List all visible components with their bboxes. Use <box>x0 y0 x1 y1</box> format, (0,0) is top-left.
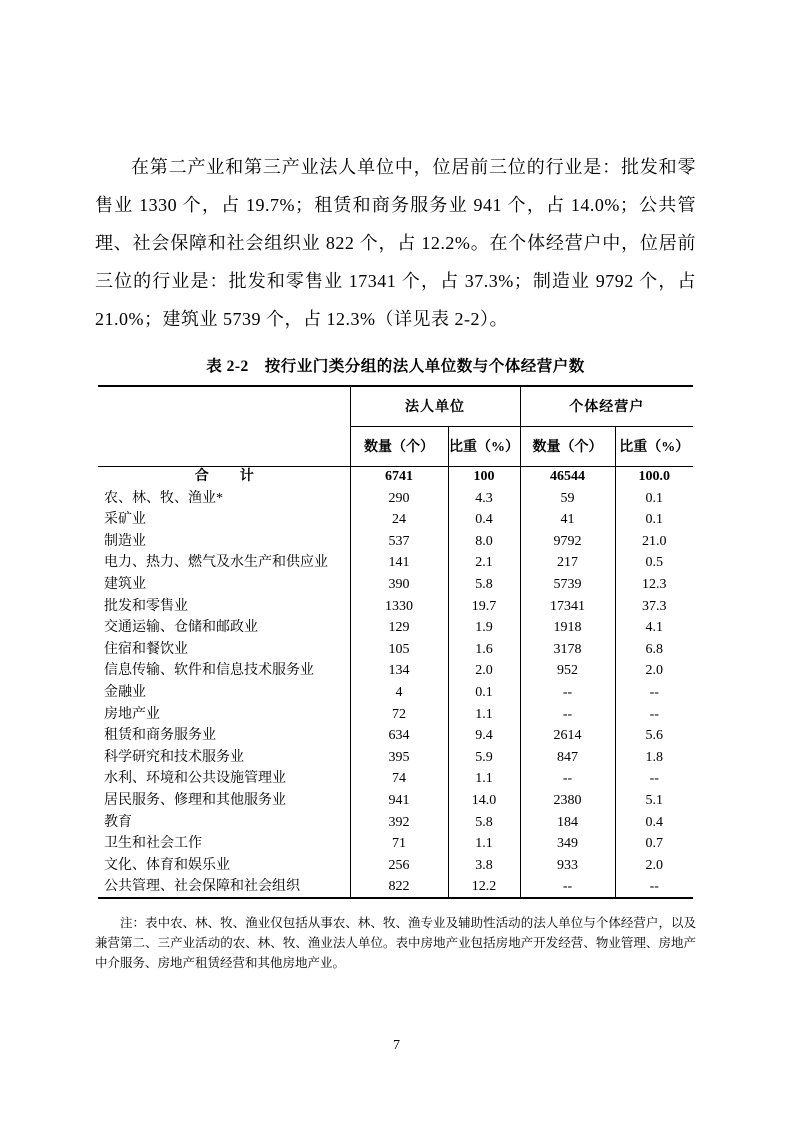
industry-name: 教育 <box>98 812 350 834</box>
cell-value: 390 <box>350 574 448 596</box>
cell-value: 3.8 <box>448 855 520 877</box>
cell-value: 0.4 <box>448 509 520 531</box>
cell-value: 134 <box>350 660 448 682</box>
table-row <box>98 876 693 898</box>
statistics-table <box>98 385 693 899</box>
industry-name: 金融业 <box>98 682 350 704</box>
table-row <box>98 725 693 747</box>
cell-value: 5739 <box>520 574 615 596</box>
cell-value: 1.6 <box>448 639 520 661</box>
table-row <box>98 768 693 790</box>
cell-value: 141 <box>350 552 448 574</box>
cell-value: 14.0 <box>448 790 520 812</box>
col-header-quantity-legal: 数量（个） <box>350 426 448 466</box>
table-row <box>98 509 693 531</box>
table-title: 表 2-2 按行业门类分组的法人单位数与个体经营户数 <box>206 358 585 375</box>
cell-value: 395 <box>350 747 448 769</box>
cell-value: 256 <box>350 855 448 877</box>
cell-value: 0.7 <box>645 836 663 852</box>
col-group-legal-units: 法人单位 <box>350 386 520 426</box>
industry-name: 电力、热力、燃气及水生产和供应业 <box>98 552 350 574</box>
table-row <box>98 466 693 488</box>
cell-value: 71 <box>350 833 448 855</box>
industry-name: 住宿和餐饮业 <box>98 639 350 661</box>
cell-value: 129 <box>350 617 448 639</box>
cell-value: 822 <box>350 876 448 898</box>
cell-value: 5.9 <box>448 747 520 769</box>
cell-value: 17341 <box>520 596 615 618</box>
cell-value: 1.1 <box>448 704 520 726</box>
table-row <box>98 574 693 596</box>
table-row <box>98 747 693 769</box>
cell-value: 100.0 <box>638 469 670 485</box>
table-row <box>98 855 693 877</box>
cell-value: 217 <box>520 552 615 574</box>
cell-value: 9792 <box>520 531 615 553</box>
cell-value: 6.8 <box>645 641 663 657</box>
cell-value: -- <box>649 685 659 701</box>
industry-name: 居民服务、修理和其他服务业 <box>98 790 350 812</box>
cell-value: 5.1 <box>645 793 663 808</box>
table-row <box>98 790 693 812</box>
cell-value: 3178 <box>520 639 615 661</box>
cell-value: 184 <box>520 812 615 834</box>
cell-value: 392 <box>350 812 448 834</box>
cell-value: 847 <box>520 747 615 769</box>
industry-name: 建筑业 <box>98 574 350 596</box>
industry-name: 农、林、牧、渔业* <box>98 488 350 510</box>
cell-value: -- <box>649 706 659 722</box>
cell-value: 6741 <box>350 466 448 488</box>
col-group-individual-businesses: 个体经营户 <box>520 386 693 426</box>
cell-value: 1918 <box>520 617 615 639</box>
industry-name: 批发和零售业 <box>98 596 350 618</box>
cell-value: 4 <box>350 682 448 704</box>
cell-value: 4.3 <box>448 488 520 510</box>
cell-value: -- <box>520 876 615 898</box>
cell-value: 5.6 <box>645 728 663 744</box>
cell-value: 941 <box>350 790 448 812</box>
cell-value: 9.4 <box>448 725 520 747</box>
cell-value: 100 <box>448 466 520 488</box>
col-header-share-individual: 比重（%） <box>615 426 693 466</box>
table-header <box>98 386 693 466</box>
cell-value: -- <box>520 704 615 726</box>
cell-value: 2380 <box>520 790 615 812</box>
cell-value: 2.0 <box>645 663 663 679</box>
cell-value: 634 <box>350 725 448 747</box>
cell-value: 0.1 <box>645 490 663 506</box>
industry-name: 租赁和商务服务业 <box>98 725 350 747</box>
cell-value: -- <box>649 878 659 894</box>
cell-value: -- <box>520 768 615 790</box>
industry-name: 制造业 <box>98 531 350 553</box>
cell-value: 2.0 <box>645 857 663 873</box>
table-row <box>98 682 693 704</box>
table-row <box>98 552 693 574</box>
cell-value: 21.0 <box>642 533 667 549</box>
industry-name: 公共管理、社会保障和社会组织 <box>98 876 350 898</box>
cell-value: 2.1 <box>448 552 520 574</box>
cell-value: -- <box>520 682 615 704</box>
group-header-row <box>98 386 693 426</box>
cell-value: 12.2 <box>448 876 520 898</box>
table-row <box>98 488 693 510</box>
industry-name: 房地产业 <box>98 704 350 726</box>
table-row <box>98 704 693 726</box>
table-row <box>98 617 693 639</box>
cell-value: -- <box>649 771 659 787</box>
cell-value: 2.0 <box>448 660 520 682</box>
cell-value: 349 <box>520 833 615 855</box>
cell-value: 37.3 <box>642 598 667 614</box>
cell-value: 74 <box>350 768 448 790</box>
cell-value: 8.0 <box>448 531 520 553</box>
cell-value: 19.7 <box>448 596 520 618</box>
industry-name: 卫生和社会工作 <box>98 833 350 855</box>
table-row <box>98 660 693 682</box>
cell-value: 1.9 <box>448 617 520 639</box>
body-paragraph: 在第二产业和第三产业法人单位中，位居前三位的行业是：批发和零售业 1330 个，占 19.7%；租赁和商务服务业 941 个，占 14.0%；公共管理、社会保障和社会组织业 822 个，占 12.2%。在个体经营户中，位居前三位的行业是：批发和零售业 17341 个，占 37.3%；制造业 9792 个，占 21.0%；建筑业 5739 个，占 12.3%（详见表 2-2）。 <box>95 157 696 329</box>
cell-value: 0.5 <box>645 555 663 571</box>
industry-name: 采矿业 <box>98 509 350 531</box>
industry-name: 文化、体育和娱乐业 <box>98 855 350 877</box>
cell-value: 59 <box>520 488 615 510</box>
cell-value: 12.3 <box>642 577 667 593</box>
table-row <box>98 639 693 661</box>
cell-value: 72 <box>350 704 448 726</box>
industry-name: 交通运输、仓储和邮政业 <box>98 617 350 639</box>
cell-value: 105 <box>350 639 448 661</box>
cell-value: 46544 <box>520 466 615 488</box>
industry-name: 水利、环境和公共设施管理业 <box>98 768 350 790</box>
table-note: 注：表中农、林、牧、渔业仅包括从事农、林、牧、渔专业及辅助性活动的法人单位与个体经营户，以及兼营第二、三产业活动的农、林、牧、渔业法人单位。表中房地产业包括房地产开发经营、物业管理、房地产中介服务、房地产租赁经营和其他房地产业。 <box>95 915 696 970</box>
cell-value: 1.1 <box>448 768 520 790</box>
cell-value: 5.8 <box>448 574 520 596</box>
cell-value: 24 <box>350 509 448 531</box>
cell-value: 5.8 <box>448 812 520 834</box>
page-number: 7 <box>393 1038 400 1053</box>
cell-value: 0.4 <box>645 814 663 830</box>
cell-value: 41 <box>520 509 615 531</box>
cell-value: 4.1 <box>645 620 663 636</box>
table-body <box>98 466 693 898</box>
cell-value: 2614 <box>520 725 615 747</box>
cell-value: 537 <box>350 531 448 553</box>
cell-value: 1330 <box>350 596 448 618</box>
cell-value: 290 <box>350 488 448 510</box>
cell-value: 0.1 <box>645 512 663 528</box>
industry-name: 信息传输、软件和信息技术服务业 <box>98 660 350 682</box>
cell-value: 1.1 <box>448 833 520 855</box>
cell-value: 933 <box>520 855 615 877</box>
cell-value: 952 <box>520 660 615 682</box>
table-row <box>98 812 693 834</box>
table-row <box>98 531 693 553</box>
cell-value: 1.8 <box>645 749 663 765</box>
corner-cell <box>98 386 350 466</box>
col-header-share-legal: 比重（%） <box>448 426 520 466</box>
col-header-quantity-individual: 数量（个） <box>520 426 615 466</box>
cell-value: 0.1 <box>448 682 520 704</box>
industry-name: 合 计 <box>98 466 350 488</box>
table-row <box>98 596 693 618</box>
table-row <box>98 833 693 855</box>
industry-name: 科学研究和技术服务业 <box>98 747 350 769</box>
